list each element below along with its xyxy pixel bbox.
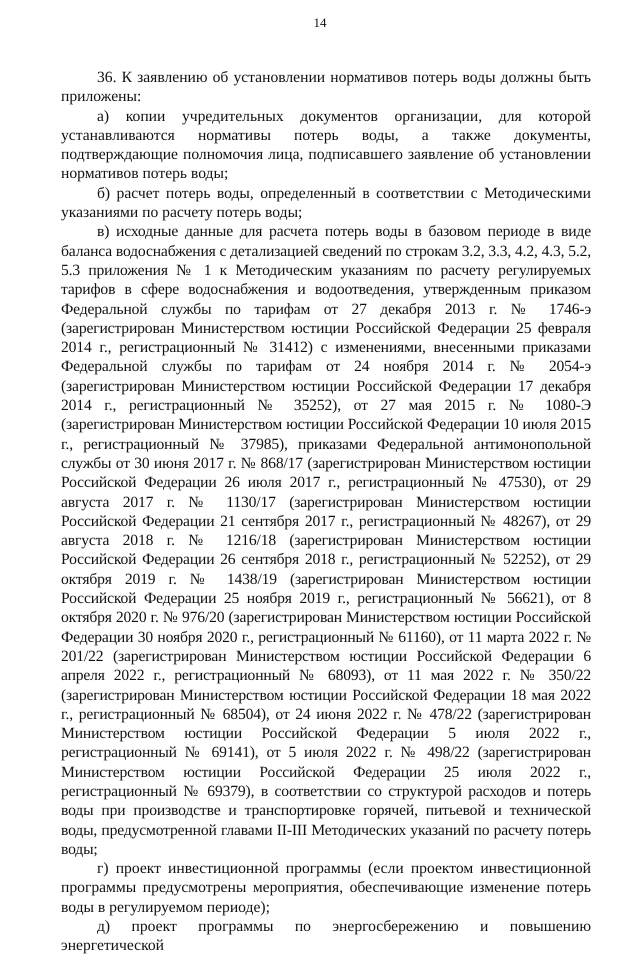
paragraph-item-v: в) исходные данные для расчета потерь воды в базовом периоде в виде баланса водоснабжения с детализацией сведений по строкам 3.2, 3.3, 4.2, 4.3, 5.2, 5.3 приложения № 1 к Методическим указаниям по расчету регулируемых тарифов в сфере водоснабжения и водоотведения, утвержденным приказом Федеральной службы по тарифам от 27 декабря 2013 г. № 1746-э (зарегистрирован Министерством юстиции Российской Федерации 25 февраля 2014 г., регистрационный № 31412) с изменениями, внесенными приказами Федеральной службы по тарифам от 24 ноября 2014 г. № 2054-э (зарегистрирован Министерством юстиции Российской Федерации 17 декабря 2014 г., регистрационный № 35252), от 27 мая 2015 г. № 1080-Э (зарегистрирован Министерством юстиции Российской Федерации 10 июля 2015 г., регистрационный № 37985), приказами Федеральной антимонопольной службы от 30 июня 2017 г. № 868/17 (зарегистрирован Министерством юстиции Российской Федерации 26 июля 2017 г., регистрационный № 47530), от 29 августа 2017 г. № 1130/17 (зарегистрирован Министерством юстиции Российской Федерации 21 сентября 2017 г., регистрационный № 48267), от 29 августа 2018 г. № 1216/18 (зарегистрирован Министерством юстиции Российской Федерации 26 сентября 2018 г., регистрационный № 52252), от 29 октября 2019 г. № 1438/19 (зарегистрирован Министерством юстиции Российской Федерации 25 ноября 2019 г., регистрационный № 56621), от 8 октября 2020 г. № 976/20 (зарегистрирован Министерством юстиции Российской Федерации 30 ноября 2020 г., регистрационный № 61160), от 11 марта 2022 г. № 201/22 (зарегистрирован Министерством юстиции Российской Федерации 6 апреля 2022 г., регистрационный № 68093), от 11 мая 2022 г. № 350/22 (зарегистрирован Министерством юстиции Российской Федерации 18 мая 2022 г., регистрационный № 68504), от 24 июня 2022 г. № 478/22 (зарегистрирован Министерством юстиции Российской Федерации 5 июля 2022 г., регистрационный № 69141), от 5 июля 2022 г. № 498/22 (зарегистрирован Министерством юстиции Российской Федерации 25 июля 2022 г., регистрационный № 69379), в соответствии со структурой расходов и потерь воды при производстве и транспортировке горячей, питьевой и технической воды, предусмотренной главами II-III Методических указаний по расчету потерь воды;: [61, 223, 591, 858]
paragraph-item-d: д) проект программы по энергосбережению и повышению энергетической: [61, 918, 591, 955]
paragraph-item-a: а) копии учредительных документов организации, для которой устанавливаются нормативы потерь воды, а также документы, подтверждающие полномочия лица, подписавшего заявление об установлении нормативов потерь воды;: [61, 107, 591, 183]
document-body: [61, 68, 591, 956]
page-number: 14: [313, 15, 327, 30]
paragraph-item-g: г) проект инвестиционной программы (если проектом инвестиционной программы предусмотрены мероприятия, обеспечивающие изменение потерь воды в регулируемом периоде);: [61, 860, 591, 916]
paragraph-item-b: б) расчет потерь воды, определенный в соответствии с Методическими указаниями по расчету потерь воды;: [61, 184, 591, 222]
paragraph-36-intro: 36. К заявлению об установлении нормативов потерь воды должны быть приложены:: [61, 69, 591, 106]
